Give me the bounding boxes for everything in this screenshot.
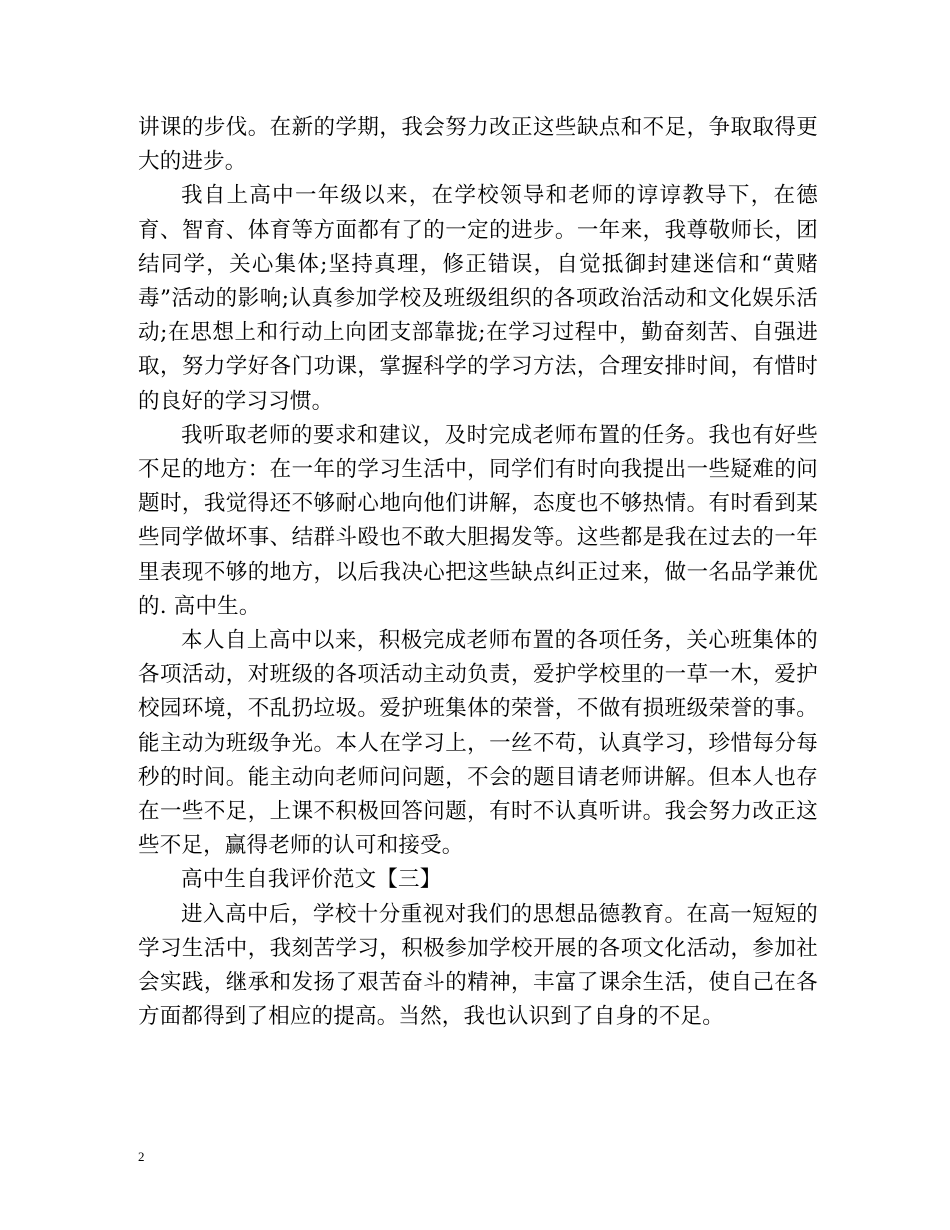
document-body — [138, 111, 818, 1034]
paragraph: 我自上高中一年级以来，在学校领导和老师的谆谆教导下，在德育、智育、体育等方面都有了的一定的进步。一年来，我尊敬师长，团结同学，关心集体;坚持真理，修正错误，自觉抵御封建迷信和“黄赌毒”活动的影响;认真参加学校及班级组织的各项政治活动和文化娱乐活动;在思想上和行动上向团支部靠拢;在学习过程中，勤奋刻苦、自强进取，努力学好各门功课，掌握科学的学习方法，合理安排时间，有惜时的良好的学习习惯。 — [138, 183, 818, 414]
paragraph: 本人自上高中以来，积极完成老师布置的各项任务，关心班集体的各项活动，对班级的各项活动主动负责，爱护学校里的一草一木，爱护校园环境，不乱扔垃圾。爱护班集体的荣誉，不做有损班级荣誉的事。能主动为班级争光。本人在学习上，一丝不苟，认真学习，珍惜每分每秒的时间。能主动向老师问问题，不会的题目请老师讲解。但本人也存在一些不足，上课不积极回答问题，有时不认真听讲。我会努力改正这些不足，赢得老师的认可和接受。 — [138, 628, 818, 859]
section-heading: 高中生自我评价范文【三】 — [181, 867, 442, 893]
page-number: 2 — [138, 1149, 145, 1164]
paragraph: 我听取老师的要求和建议，及时完成老师布置的任务。我也有好些不足的地方：在一年的学习生活中，同学们有时向我提出一些疑难的问题时，我觉得还不够耐心地向他们讲解，态度也不够热情。有时看到某些同学做坏事、结群斗殴也不敢大胆揭发等。这些都是我在过去的一年里表现不够的地方，以后我决心把这些缺点纠正过来，做一名品学兼优的. 高中生。 — [138, 422, 818, 619]
paragraph: 讲课的步伐。在新的学期，我会努力改正这些缺点和不足，争取取得更大的进步。 — [138, 115, 818, 175]
paragraph: 进入高中后，学校十分重视对我们的思想品德教育。在高一短短的学习生活中，我刻苦学习，积极参加学校开展的各项文化活动，参加社会实践，继承和发扬了艰苦奋斗的精神，丰富了课余生活，使自己在各方面都得到了相应的提高。当然，我也认识到了自身的不足。 — [138, 901, 818, 1030]
